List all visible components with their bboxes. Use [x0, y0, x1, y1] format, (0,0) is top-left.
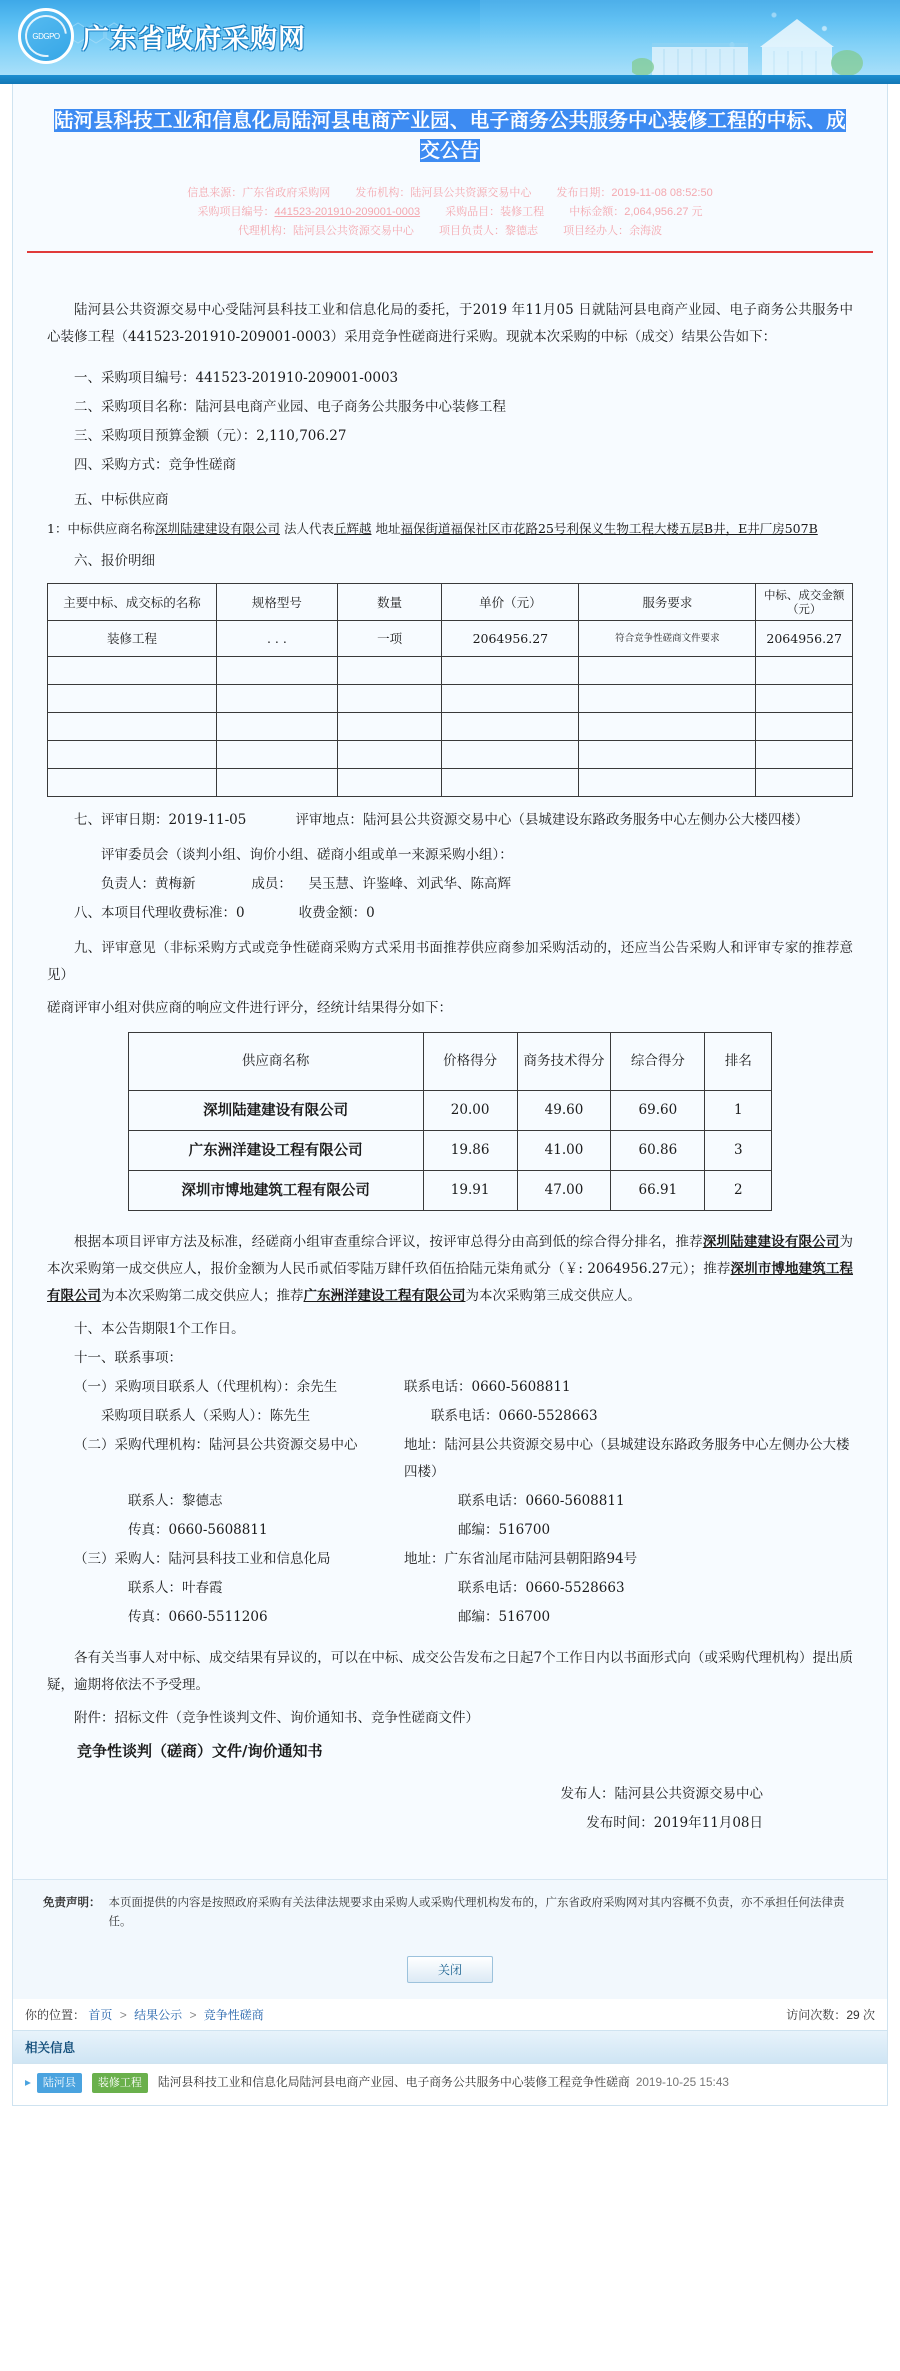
- price-r3-c5: [756, 713, 853, 741]
- meta-agency-label: 代理机构：: [237, 225, 293, 237]
- contact-left-1: 采购项目联系人（采购人）：陈先生: [101, 1408, 311, 1424]
- visit-counter: [786, 2006, 875, 2023]
- price-r5-c5: [756, 769, 853, 797]
- contact-row-4: [47, 1517, 853, 1544]
- supplier-name: 深圳陆建建设有限公司: [154, 521, 280, 536]
- supplier-prefix: 1：中标供应商名称: [47, 521, 155, 536]
- section-9-review-opinion: 九、评审意见（非标采购方式或竞争性磋商采购方式采用书面推荐供应商参加采购活动的，还应当公告采购人和评审专家的推荐意见）: [47, 940, 853, 983]
- building-illustration-icon: [632, 13, 882, 75]
- price-r3-c2: [337, 713, 442, 741]
- contact-row-5: [47, 1546, 853, 1573]
- related-tag-category: 装修工程: [92, 2073, 148, 2093]
- review-place-label: 评审地点：: [295, 812, 363, 828]
- contact-left-3: 联系人：黎德志: [128, 1493, 223, 1509]
- meta-owner-value: 黎德志: [505, 225, 538, 237]
- review-date-value: 2019-11-05: [168, 812, 247, 828]
- price-r3-c3: [442, 713, 579, 741]
- section-8-agency-fee: 八、本项目代理收费标准：0 收费金额：0: [74, 905, 375, 921]
- supplier-score-table: [128, 1032, 773, 1211]
- price-th-0: 主要中标、成交标的名称: [48, 584, 217, 621]
- price-th-3: 单价（元）: [442, 584, 579, 621]
- conclusion-part-5: 为本次采购第三成交供应人。: [465, 1288, 641, 1304]
- meta-publisher-value: 陆河县公共资源交易中心: [410, 187, 532, 199]
- attachment-line: 附件：招标文件（竞争性谈判文件、询价通知书、竞争性磋商文件）: [74, 1710, 479, 1726]
- address-value: 福保街道福保社区市花路25号利保义生物工程大楼五层B井，E井厂房507B: [400, 521, 818, 536]
- section-2-project-name: 二、采购项目名称：陆河县电商产业园、电子商务公共服务中心装修工程: [74, 399, 506, 415]
- section-10-notice-period: 十、本公告期限1个工作日。: [74, 1321, 245, 1337]
- price-detail-table: [47, 583, 853, 797]
- price-r0-c2: 一项: [337, 621, 442, 657]
- contact-right-3: 联系电话：0660-5608811: [458, 1493, 625, 1509]
- contact-left-7: 传真：0660-5511206: [128, 1609, 268, 1625]
- price-r4-c3: [442, 741, 579, 769]
- score-intro: [47, 995, 853, 1022]
- review-date-label: 七、评审日期：: [74, 812, 169, 828]
- attachment-link[interactable]: 竞争性谈判（磋商）文件/询价通知书: [77, 1742, 323, 1760]
- price-r0-c0: 装修工程: [48, 621, 217, 657]
- price-r4-c2: [337, 741, 442, 769]
- score-r1-price: 19.86: [423, 1131, 517, 1171]
- price-r3-c0: [48, 713, 217, 741]
- table-row: [48, 769, 853, 797]
- section-4-method: 四、采购方式：竞争性磋商: [74, 457, 236, 473]
- contact-right-7: 邮编：516700: [458, 1609, 551, 1625]
- breadcrumb-item-competitive[interactable]: 竞争性磋商: [203, 2008, 264, 2022]
- breadcrumb: [12, 1999, 888, 2031]
- table-row: [48, 685, 853, 713]
- score-r2-total: 66.91: [611, 1171, 705, 1211]
- meta-owner-label: 项目负责人：: [439, 225, 505, 237]
- table-row: [48, 741, 853, 769]
- price-r1-c3: [442, 657, 579, 685]
- section-7-review: [47, 807, 853, 834]
- meta-projno-value[interactable]: 441523-201910-209001-0003: [274, 206, 421, 218]
- breadcrumb-prefix: 你的位置：: [25, 2008, 86, 2022]
- issue-time-value: 2019年11月08日: [653, 1815, 763, 1831]
- contact-row-2: [47, 1432, 853, 1486]
- score-th-price: 价格得分: [423, 1033, 517, 1091]
- issue-time-line: [47, 1810, 853, 1837]
- price-r0-c5: 2064956.27: [756, 621, 853, 657]
- price-th-5: 中标、成交金额（元）: [756, 584, 853, 621]
- close-button[interactable]: 关闭: [407, 1956, 493, 1983]
- document-body: [13, 253, 887, 1879]
- table-row: [128, 1131, 772, 1171]
- price-r1-c2: [337, 657, 442, 685]
- price-r5-c4: [579, 769, 756, 797]
- close-bar: [12, 1946, 888, 1999]
- meta-category-value: 装修工程: [500, 206, 545, 218]
- score-r1-tech: 41.00: [517, 1131, 611, 1171]
- related-item-title[interactable]: 陆河县科技工业和信息化局陆河县电商产业园、电子商务公共服务中心装修工程竞争性磋商: [157, 2075, 630, 2089]
- price-r3-c4: [579, 713, 756, 741]
- score-th-tech: 商务技术得分: [517, 1033, 611, 1091]
- document-sheet: [12, 84, 888, 1879]
- price-r2-c1: [217, 685, 338, 713]
- score-r1-rank: 3: [705, 1131, 772, 1171]
- related-list: [12, 2064, 888, 2106]
- score-r0-rank: 1: [705, 1091, 772, 1131]
- price-r5-c2: [337, 769, 442, 797]
- contact-right-2: 地址：陆河县公共资源交易中心（县城建设东路政务服务中心左侧办公大楼四楼）: [404, 1437, 850, 1480]
- price-r2-c2: [337, 685, 442, 713]
- contact-right-1: 联系电话：0660-5528663: [431, 1408, 598, 1424]
- logo-mark-text: GDGPO: [32, 31, 60, 41]
- contact-right-0: 联系电话：0660-5608811: [404, 1379, 571, 1395]
- price-r1-c5: [756, 657, 853, 685]
- conclusion-paragraph: [47, 1229, 853, 1310]
- related-section-heading: 相关信息: [12, 2031, 888, 2064]
- score-th-name: 供应商名称: [128, 1033, 423, 1091]
- site-banner: [0, 0, 900, 75]
- meta-source-label: 信息来源：: [187, 187, 243, 199]
- score-table-header-row: [128, 1033, 772, 1091]
- issuer-value: 陆河县公共资源交易中心: [614, 1786, 763, 1802]
- price-th-1: 规格型号: [217, 584, 338, 621]
- meta-row-1: [33, 184, 867, 203]
- winning-supplier-detail: [47, 518, 853, 540]
- contact-right-4: 邮编：516700: [458, 1522, 551, 1538]
- list-item[interactable]: [25, 2073, 875, 2093]
- contact-left-0: （一）采购项目联系人（代理机构）：余先生: [74, 1379, 338, 1395]
- score-r2-price: 19.91: [423, 1171, 517, 1211]
- meta-handler-value: 余海波: [629, 225, 663, 237]
- conclusion-part-4: 为本次采购第二成交供应人；推荐: [101, 1288, 304, 1304]
- document-meta: [13, 176, 887, 247]
- score-r0-tech: 49.60: [517, 1091, 611, 1131]
- contact-left-6: 联系人：叶春霞: [128, 1580, 223, 1596]
- price-r2-c4: [579, 685, 756, 713]
- contact-row-6: [47, 1575, 853, 1602]
- committee-members: [47, 871, 853, 898]
- contact-right-6: 联系电话：0660-5528663: [458, 1580, 625, 1596]
- contact-left-4: 传真：0660-5608811: [128, 1522, 268, 1538]
- breadcrumb-sep-1: >: [119, 2008, 127, 2022]
- price-r1-c0: [48, 657, 217, 685]
- section-6-price-detail: 六、报价明细: [74, 553, 155, 569]
- contact-row-7: [47, 1604, 853, 1631]
- breadcrumb-path: [25, 2006, 264, 2023]
- meta-agency-value: 陆河县公共资源交易中心: [292, 225, 414, 237]
- meta-amount-value: 2,064,956.27 元: [624, 206, 703, 218]
- objection-paragraph: 各有关当事人对中标、成交结果有异议的，可以在中标、成交公告发布之日起7个工作日内以书面形式向（或采购代理机构）提出质疑，逾期将依法不予受理。: [47, 1650, 853, 1693]
- score-r0-total: 69.60: [611, 1091, 705, 1131]
- score-th-rank: 排名: [705, 1033, 772, 1091]
- price-r2-c0: [48, 685, 217, 713]
- table-row: [128, 1171, 772, 1211]
- score-r2-tech: 47.00: [517, 1171, 611, 1211]
- score-intro-text: 磋商评审小组对供应商的响应文件进行评分，经统计结果得分如下：: [47, 1000, 452, 1016]
- price-th-4: 服务要求: [579, 584, 756, 621]
- conclusion-part-2: 为本次采购第一成交供应人，报价金额为人民币贰佰零陆万肆仟玖佰伍拾陆元柒角贰分: [47, 1234, 854, 1277]
- disclaimer-section: [12, 1879, 888, 1946]
- price-r5-c1: [217, 769, 338, 797]
- section-3-budget: 三、采购项目预算金额（元）：2,110,706.27: [74, 428, 347, 444]
- table-row: [48, 713, 853, 741]
- breadcrumb-item-results[interactable]: 结果公示: [134, 2008, 183, 2022]
- price-r0-c4: 符合竞争性磋商文件要求: [579, 621, 756, 657]
- score-th-total: 综合得分: [611, 1033, 705, 1091]
- meta-source-value: 广东省政府采购网: [242, 187, 331, 199]
- score-r2-rank: 2: [705, 1171, 772, 1211]
- meta-projno-label: 采购项目编号：: [197, 206, 275, 218]
- score-r0-name: 深圳陆建建设有限公司: [128, 1091, 423, 1131]
- conclusion-winner: 深圳陆建建设有限公司: [702, 1234, 840, 1250]
- price-r2-c5: [756, 685, 853, 713]
- disclaimer-text-block: [43, 1894, 857, 1932]
- leader-label: 负责人：: [101, 876, 155, 892]
- price-r5-c0: [48, 769, 217, 797]
- table-row: [48, 621, 853, 657]
- visits-label: 访问次数：: [786, 2008, 847, 2022]
- gdgpo-logo-icon: [18, 8, 74, 64]
- meta-category-label: 采购品目：: [445, 206, 501, 218]
- disclaimer-label: 免责声明：: [43, 1897, 101, 1909]
- meta-publisher-label: 发布机构：: [355, 187, 411, 199]
- title-block: [13, 84, 887, 176]
- site-logo-text: 广东省政府采购网: [82, 23, 306, 55]
- meta-pubdate-label: 发布日期：: [556, 187, 612, 199]
- breadcrumb-sep-2: >: [189, 2008, 197, 2022]
- price-r4-c5: [756, 741, 853, 769]
- contact-row-1: [47, 1403, 853, 1430]
- meta-row-3: [33, 222, 867, 241]
- section-1-project-number: 一、采购项目编号：441523-201910-209001-0003: [74, 370, 399, 386]
- contact-row-0: [47, 1374, 853, 1401]
- meta-row-2: [33, 203, 867, 222]
- page-title: 陆河县科技工业和信息化局陆河县电商产业园、电子商务公共服务中心装修工程的中标、成交公告: [53, 109, 846, 162]
- review-place-value: 陆河县公共资源交易中心（县城建设东路政务服务中心左侧办公大楼四楼）: [362, 812, 809, 828]
- conclusion-part-3: （￥: 2064956.27元）；推荐: [551, 1261, 731, 1277]
- score-r2-name: 深圳市博地建筑工程有限公司: [128, 1171, 423, 1211]
- meta-handler-label: 项目经办人：: [563, 225, 630, 237]
- price-r0-c1: . . .: [217, 621, 338, 657]
- price-table-header-row: [48, 584, 853, 621]
- meta-amount-label: 中标金额：: [569, 206, 625, 218]
- conclusion-part-1: 根据本项目评审方法及标准，经磋商小组审查重综合评议，按评审总得分由高到低的综合得分排名，推荐: [74, 1234, 703, 1250]
- contact-left-2: （二）采购代理机构：陆河县公共资源交易中心: [74, 1437, 358, 1453]
- price-r1-c1: [217, 657, 338, 685]
- section-11-contacts-title: 十一、联系事项：: [74, 1350, 182, 1366]
- intro-paragraph: 陆河县公共资源交易中心受陆河县科技工业和信息化局的委托，于2019 年11月05 日就陆河县电商产业园、电子商务公共服务中心装修工程（441523-201910-209001-0003）采用竞争性磋商进行采购。现就本次采购的中标（成交）结果公告如下：: [47, 302, 853, 345]
- price-r4-c0: [48, 741, 217, 769]
- conclusion-second: 深圳市博地建筑工程有限公司: [47, 1261, 854, 1304]
- score-r1-name: 广东洲洋建设工程有限公司: [128, 1131, 423, 1171]
- meta-pubdate-value: 2019-11-08 08:52:50: [611, 187, 713, 199]
- section-5-winning-supplier: 五、中标供应商: [74, 492, 169, 508]
- conclusion-third: 广东洲洋建设工程有限公司: [303, 1288, 466, 1304]
- price-r5-c3: [442, 769, 579, 797]
- contact-right-5: 地址：广东省汕尾市陆河县朝阳路94号: [404, 1551, 638, 1567]
- price-r3-c1: [217, 713, 338, 741]
- disclaimer-body: 本页面提供的内容是按照政府采购有关法律法规要求由采购人或采购代理机构发布的，广东省政府采购网对其内容概不负责，亦不承担任何法律责任。: [108, 1897, 845, 1928]
- related-item-date: 2019-10-25 15:43: [635, 2075, 729, 2089]
- price-r1-c4: [579, 657, 756, 685]
- score-r1-total: 60.86: [611, 1131, 705, 1171]
- related-tag-region: 陆河县: [37, 2073, 82, 2093]
- members-label: 成员：: [251, 876, 292, 892]
- arrow-right-icon: ▸: [25, 2075, 31, 2089]
- leader-value: 黄梅新: [155, 876, 196, 892]
- table-row: [128, 1091, 772, 1131]
- issuer-line: [47, 1781, 853, 1808]
- breadcrumb-item-home[interactable]: 首页: [88, 2008, 113, 2022]
- issuer-label: 发布人：: [560, 1786, 615, 1802]
- contact-row-3: [47, 1488, 853, 1515]
- members-value: 吴玉慧、许鉴峰、刘武华、陈高辉: [308, 876, 512, 892]
- price-r0-c3: 2064956.27: [442, 621, 579, 657]
- table-row: [48, 657, 853, 685]
- committee-title: 评审委员会（谈判小组、询价小组、磋商小组或单一来源采购小组）：: [101, 847, 513, 863]
- price-r4-c4: [579, 741, 756, 769]
- contact-left-5: （三）采购人：陆河县科技工业和信息化局: [74, 1551, 331, 1567]
- visits-value: 29 次: [846, 2008, 875, 2022]
- price-r4-c1: [217, 741, 338, 769]
- price-th-2: 数量: [337, 584, 442, 621]
- legal-rep-name: 丘辉越: [333, 521, 372, 536]
- score-r0-price: 20.00: [423, 1091, 517, 1131]
- site-logo[interactable]: [18, 8, 306, 64]
- price-r2-c3: [442, 685, 579, 713]
- legal-rep-label: 法人代表: [283, 521, 334, 536]
- banner-strip: [0, 75, 900, 84]
- issue-time-label: 发布时间：: [586, 1815, 654, 1831]
- address-label: 地址: [375, 521, 401, 536]
